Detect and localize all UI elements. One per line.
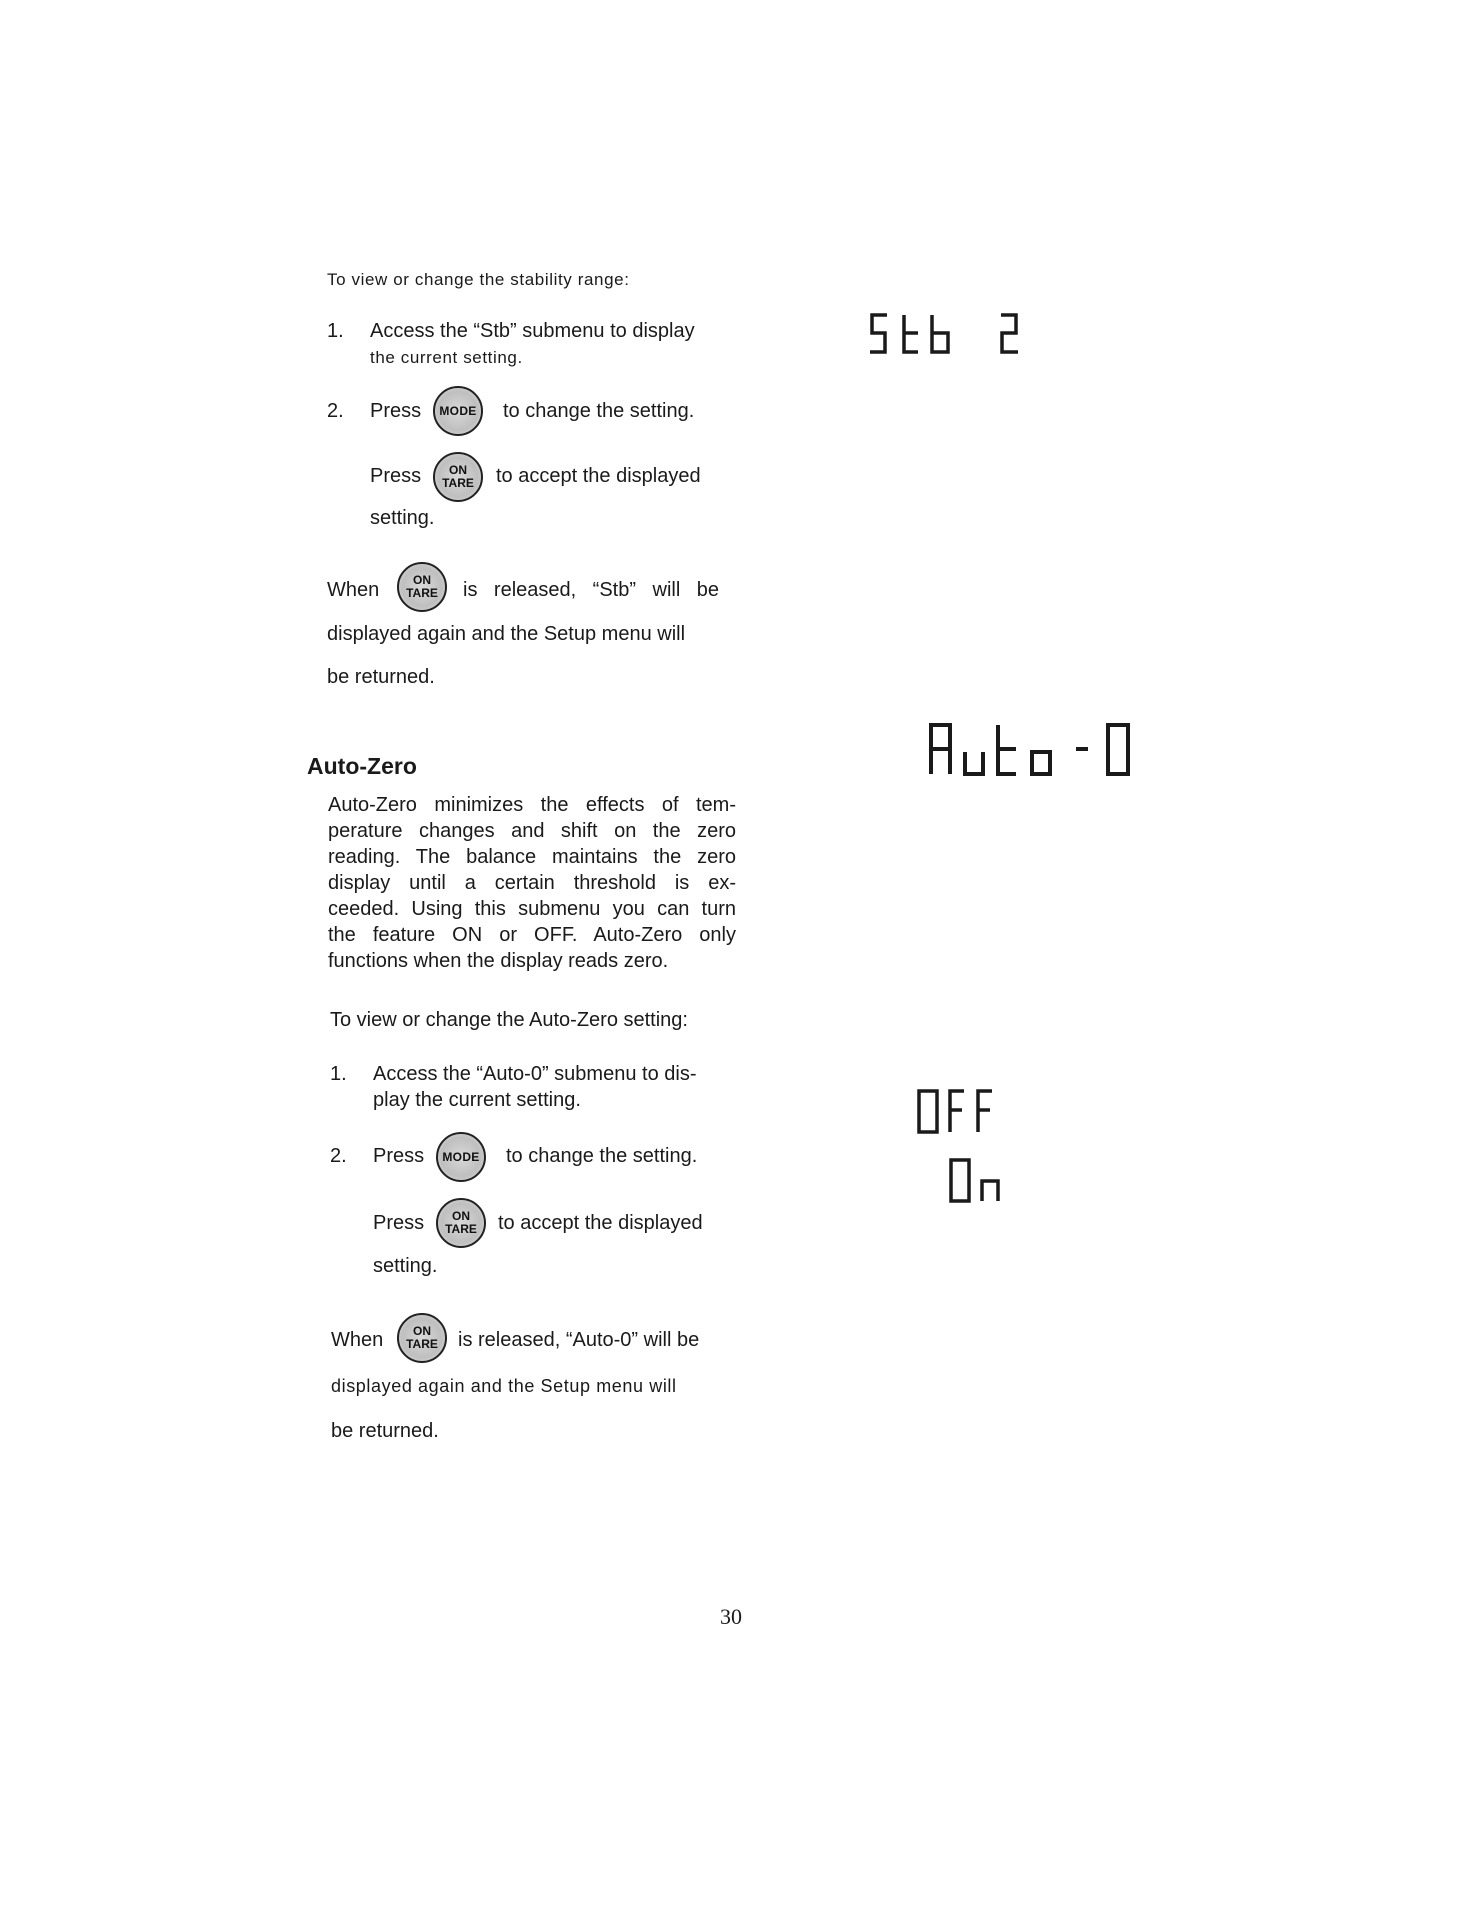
step-2-text: to change the setting.	[503, 400, 695, 422]
lcd-display-stb	[868, 312, 1038, 363]
on-label: ON	[449, 463, 467, 477]
released-line-2: displayed again and the Setup menu will	[331, 1376, 677, 1396]
released-line-3: be returned.	[331, 1420, 439, 1442]
description-line: functions when the display reads zero.	[328, 950, 669, 972]
step-1-text: Access the “Stb” submenu to display	[370, 320, 695, 342]
step-2-number: 2.	[330, 1145, 347, 1167]
when-label: When	[327, 579, 380, 601]
auto-zero-intro: To view or change the Auto-Zero setting:	[330, 1009, 688, 1031]
accept-text: to accept the displayed	[498, 1212, 703, 1234]
when-label: When	[331, 1329, 384, 1351]
tare-label: TARE	[406, 1337, 438, 1351]
accept-text: to accept the displayed	[496, 465, 701, 487]
on-tare-button-icon	[397, 562, 447, 612]
description-line: Auto-Zero minimizes the effects of tem-	[328, 794, 736, 816]
on-label: ON	[413, 1324, 431, 1338]
step-1-text: Access the “Auto-0” submenu to dis-	[373, 1063, 697, 1085]
step-2-press: Press	[370, 400, 422, 422]
accept-press: Press	[373, 1212, 425, 1234]
on-label: ON	[452, 1209, 470, 1223]
mode-button-icon: MODE	[433, 386, 483, 436]
lcd-display-auto-0	[928, 722, 1140, 785]
step-1-number: 1.	[327, 320, 344, 342]
lcd-on-graphic	[948, 1157, 1018, 1205]
released-text: is released, “Stb” will be	[463, 579, 719, 601]
released-line-3: be returned.	[327, 666, 435, 688]
on-tare-button-icon	[436, 1198, 486, 1248]
description-line: display until a certain threshold is ex-	[328, 872, 736, 894]
page-number: 30	[720, 1604, 742, 1629]
accept-press: Press	[370, 465, 422, 487]
on-tare-button-icon	[433, 452, 483, 502]
step-1-text-cont: play the current setting.	[373, 1089, 581, 1111]
lcd-auto0-graphic	[928, 722, 1140, 780]
tare-label: TARE	[445, 1222, 477, 1236]
released-line-2: displayed again and the Setup menu will	[327, 623, 686, 645]
released-text: is released, “Auto-0” will be	[458, 1329, 700, 1351]
step-1-number: 1.	[330, 1063, 347, 1085]
tare-label: TARE	[442, 476, 474, 490]
mode-button-icon: MODE	[436, 1132, 486, 1182]
on-label: ON	[413, 573, 431, 587]
step-1-text-cont: the current setting.	[370, 348, 523, 367]
description-line: the feature ON or OFF. Auto-Zero only	[328, 924, 736, 946]
accept-setting: setting.	[370, 507, 435, 529]
step-2-number: 2.	[327, 400, 344, 422]
lcd-off-graphic	[916, 1088, 1016, 1136]
tare-label: TARE	[406, 586, 438, 600]
lcd-display-on	[948, 1157, 1018, 1210]
on-tare-button-icon	[397, 1313, 447, 1363]
accept-setting: setting.	[373, 1255, 438, 1277]
description-line: ceeded. Using this submenu you can turn	[328, 898, 736, 920]
step-2-press: Press	[373, 1145, 425, 1167]
section-heading: Auto-Zero	[307, 753, 417, 779]
stability-intro: To view or change the stability range:	[327, 270, 630, 289]
description-line: reading. The balance maintains the zero	[328, 846, 736, 868]
description-line: perature changes and shift on the zero	[328, 820, 736, 842]
lcd-display-off	[916, 1088, 1016, 1141]
step-2-text: to change the setting.	[506, 1145, 698, 1167]
lcd-stb-graphic	[868, 312, 1038, 358]
auto-zero-description	[328, 792, 736, 974]
